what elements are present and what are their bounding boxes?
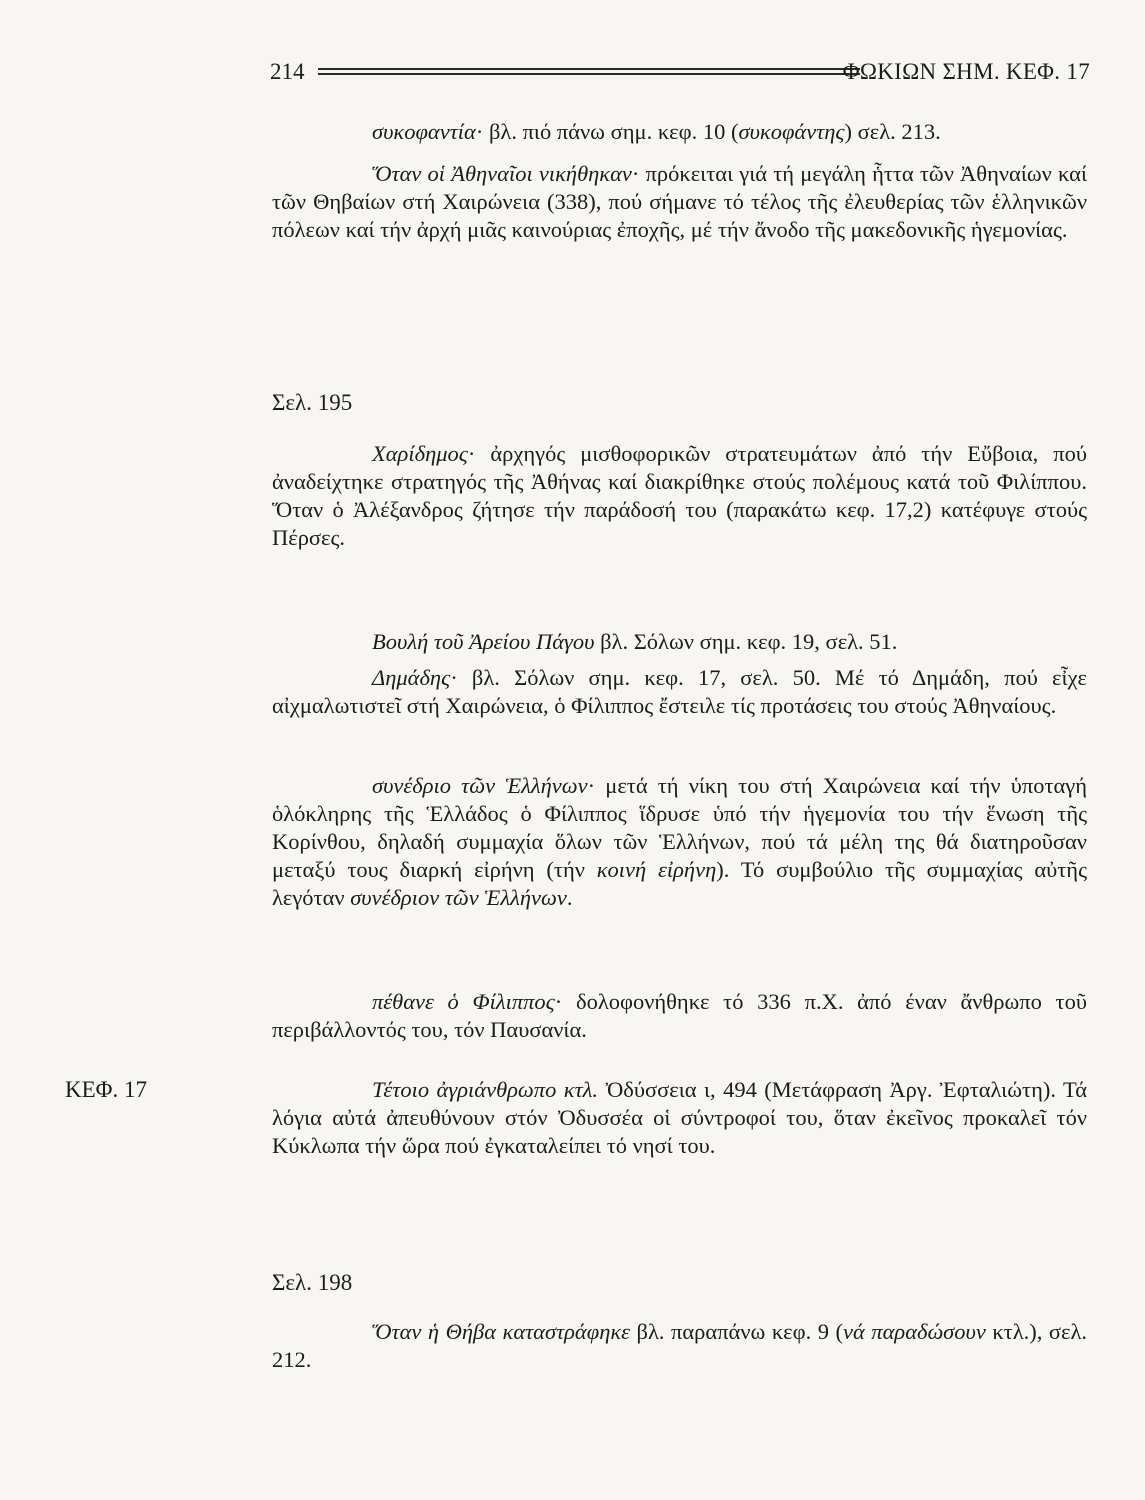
section-heading-195: Σελ. 195 — [272, 390, 353, 415]
note-synedrio — [272, 772, 1087, 912]
note-boule — [272, 628, 1087, 656]
header-double-rule — [318, 68, 860, 75]
lemma: Δημάδης — [372, 665, 451, 690]
lemma: Τέτοιο ἀγριάνθρωπο κτλ. — [372, 1077, 598, 1102]
lemma: συνέδριο τῶν Ἑλλήνων — [372, 773, 588, 798]
note-text: κτλ.), σελ. 212. — [272, 1319, 1087, 1372]
note-text: Ὀδύσσεια ι, 494 (Μετάφραση Ἀργ. Ἐφταλιώτη). Τά λόγια αὐτά ἀπευθύνουν στόν Ὀδυσσέα οἱ σύντροφοί του, ὅταν ἐκεῖνος προκαλεῖ τόν Κύκλωπα τήν ὥρα πού ἐγκαταλείπει τό νησί του. — [272, 1077, 1087, 1158]
lemma: νά παραδώσουν — [843, 1319, 986, 1344]
section-heading-198: Σελ. 198 — [272, 1270, 353, 1295]
note-text: βλ. Σόλων σημ. κεφ. 19, σελ. 51. — [594, 629, 898, 654]
lemma: Ὅταν ἡ Θήβα καταστράφηκε — [372, 1319, 631, 1344]
page-number: 214 — [270, 59, 305, 84]
lemma: Ὅταν οἱ Ἀθηναῖοι νικήθηκαν — [372, 161, 632, 186]
running-title: ΦΩΚΙΩΝ ΣΗΜ. ΚΕΦ. 17 — [842, 59, 1090, 84]
note-otan-theba — [272, 1318, 1087, 1374]
margin-chapter-label: ΚΕΦ. 17 — [65, 1077, 147, 1102]
note-text: · μετά τή νίκη του στή Χαιρώνεια καί τήν ὑποταγή ὁλόκληρης τῆς Ἑλλάδος ὁ Φίλιππος ἵδρυσε ὑπό τήν ἡγεμονία του τήν ἕνωση τῆς Κορίνθου, δηλαδή συμμαχία ὅλων τῶν Ἑλλήνων, πού τά μέλη της θά διατηροῦσαν μεταξύ τους διαρκή εἰρήνη (τήν — [272, 773, 1087, 882]
lemma: συκοφαντία — [372, 119, 476, 144]
lemma: Χαρίδημος — [372, 441, 468, 466]
note-tetoio — [272, 1076, 1087, 1160]
note-text: ) σελ. 213. — [844, 119, 941, 144]
note-text: βλ. παραπάνω κεφ. 9 ( — [630, 1319, 843, 1344]
running-header — [270, 57, 1090, 87]
note-charidemos — [272, 440, 1087, 552]
note-text: · πρόκειται γιά τή μεγάλη ἧττα τῶν Ἀθηναίων καί τῶν Θηβαίων στή Χαιρώνεια (338), πού σήμανε τό τέλος τῆς ἐλευθερίας τῶν ἑλληνικῶν πόλεων καί τήν ἀρχή μιᾶς καινούριας ἐποχῆς, μέ τήν ἄνοδο τῆς μακεδονικῆς ἡγεμονίας. — [272, 161, 1087, 242]
lemma: κοινή εἰρήνη — [596, 857, 717, 882]
note-pethane — [272, 988, 1087, 1044]
note-otan-athenaioi — [272, 160, 1087, 244]
note-text: · βλ. πιό πάνω σημ. κεφ. 10 ( — [475, 119, 739, 144]
note-demades — [272, 664, 1087, 720]
lemma: συκοφάντης — [738, 119, 845, 144]
note-text: · δολοφονήθηκε τό 336 π.Χ. ἀπό έναν ἄνθρωπο τοῦ περιβάλλοντός του, τόν Παυσανία. — [272, 989, 1087, 1042]
lemma: Βουλή τοῦ Ἀρείου Πάγου — [372, 629, 595, 654]
note-text: ). Τό συμβούλιο τῆς συμμαχίας αὐτῆς λεγόταν — [272, 857, 1087, 910]
note-text: · ἀρχηγός μισθοφορικῶν στρατευμάτων ἀπό τήν Εὔβοια, πού ἀναδείχτηκε στρατηγός τῆς Ἀθήνας καί διακρίθηκε στούς πολέμους κατά τοῦ Φιλίππου. Ὅταν ὁ Ἀλέξανδρος ζήτησε τήν παράδοσή του (παρακάτω κεφ. 17,2) κατέφυγε στούς Πέρσες. — [272, 441, 1087, 550]
note-text: . — [566, 885, 573, 910]
lemma: συνέδριον τῶν Ἑλλήνων — [350, 885, 567, 910]
note-text: · βλ. Σόλων σημ. κεφ. 17, σελ. 50. Μέ τό Δημάδη, πού εἶχε αἰχμαλωτιστεῖ στή Χαιρώνεια, ὁ Φίλιππος ἔστειλε τίς προτάσεις του στούς Ἀθηναίους. — [272, 665, 1087, 718]
lemma: πέθανε ὁ Φίλιππος — [372, 989, 555, 1014]
note-sykofantia — [272, 118, 1087, 146]
